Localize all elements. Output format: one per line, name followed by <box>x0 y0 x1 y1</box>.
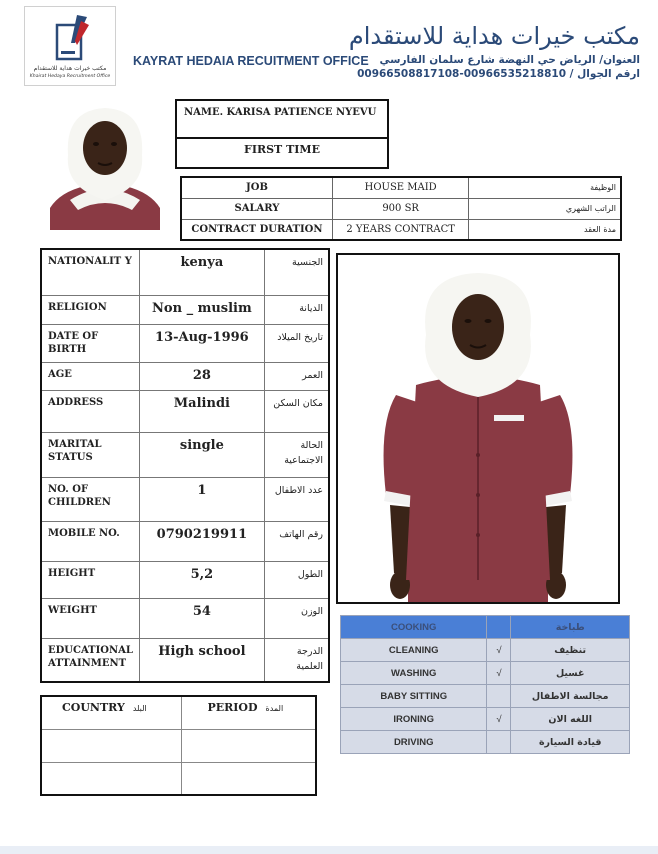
height-label: HEIGHT <box>41 561 139 598</box>
job-label: JOB <box>181 177 332 198</box>
period-label-arabic: المدة <box>265 704 284 713</box>
office-name-english: KAYRAT HEDAIA RECUITMENT OFFICE <box>133 54 369 68</box>
skill-driving-check <box>487 731 511 754</box>
nationality-value: kenya <box>139 249 264 295</box>
salary-label: SALARY <box>181 198 332 219</box>
candidate-name: NAME. KARISA PATIENCE NYEVU <box>177 101 387 139</box>
skill-driving: DRIVING <box>341 731 487 754</box>
table-row <box>41 432 329 477</box>
table-row <box>41 762 316 795</box>
skill-ironing-arabic: اللغه الان <box>511 708 630 731</box>
skill-ironing: IRONING <box>341 708 487 731</box>
skill-washing-arabic: غسيل <box>511 662 630 685</box>
table-row <box>41 521 329 561</box>
table-row <box>41 249 329 295</box>
country-label-arabic: البلد <box>132 704 147 713</box>
skill-baby-sitting-check <box>487 685 511 708</box>
skill-baby-sitting: BABY SITTING <box>341 685 487 708</box>
mobile-label-arabic: رقم الهاتف <box>264 521 329 561</box>
table-row <box>341 708 630 731</box>
skill-cleaning-check: √ <box>487 639 511 662</box>
skill-ironing-check: √ <box>487 708 511 731</box>
logo-arabic-text: مكتب خيرات هداية للاستقدام <box>33 65 107 72</box>
children-label-arabic: عدد الاطفال <box>264 477 329 521</box>
experience-table <box>40 695 317 796</box>
table-row <box>41 561 329 598</box>
table-row <box>41 598 329 638</box>
logo-emblem-icon <box>51 13 91 63</box>
religion-label: RELIGION <box>41 295 139 324</box>
table-row <box>341 662 630 685</box>
salary-value: 900 SR <box>332 198 468 219</box>
height-label-arabic: الطول <box>264 561 329 598</box>
skill-driving-arabic: قيادة السيارة <box>511 731 630 754</box>
table-row <box>341 639 630 662</box>
skills-table <box>340 615 630 754</box>
table-row <box>41 362 329 390</box>
table-row <box>41 696 316 729</box>
table-row <box>41 295 329 324</box>
nationality-label: NATIONALIT Y <box>41 249 139 295</box>
country-cell <box>41 762 182 795</box>
candidate-status: FIRST TIME <box>244 143 320 156</box>
contract-label: CONTRACT DURATION <box>181 219 332 240</box>
table-row <box>41 324 329 362</box>
dob-value: 13-Aug-1996 <box>139 324 264 362</box>
office-address: العنوان/ الرياض حي النهضة شارع سلمان الفارسي <box>379 54 640 66</box>
address-label: ADDRESS <box>41 390 139 432</box>
page-bottom-edge <box>0 846 658 854</box>
education-label: EDUCATIONAL ATTAINMENT <box>41 638 139 682</box>
marital-status-label: MARITAL STATUS <box>41 432 139 477</box>
table-row <box>41 477 329 521</box>
dob-label-arabic: تاريخ الميلاد <box>264 324 329 362</box>
skill-baby-sitting-arabic: مجالسة الاطفال <box>511 685 630 708</box>
name-box <box>175 99 389 169</box>
table-row <box>41 729 316 762</box>
skill-washing: WASHING <box>341 662 487 685</box>
table-row <box>181 198 621 219</box>
skill-cleaning: CLEANING <box>341 639 487 662</box>
marital-status-value: single <box>139 432 264 477</box>
period-cell <box>182 729 316 762</box>
skill-washing-check: √ <box>487 662 511 685</box>
children-label: NO. OF CHILDREN <box>41 477 139 521</box>
contract-value: 2 YEARS CONTRACT <box>332 219 468 240</box>
education-value: High school <box>139 638 264 682</box>
job-table <box>180 176 622 241</box>
dob-label: DATE OF BIRTH <box>41 324 139 362</box>
marital-status-label-arabic: الحالة الاجتماعية <box>264 432 329 477</box>
contract-label-arabic: مدة العقد <box>469 219 621 240</box>
office-name-arabic: مكتب خيرات هداية للاستقدام <box>348 22 640 50</box>
mobile-value: 0790219911 <box>139 521 264 561</box>
logo-english-text: Khairat Hedaya Recruitment Office <box>29 74 111 79</box>
weight-label-arabic: الوزن <box>264 598 329 638</box>
mobile-label: MOBILE NO. <box>41 521 139 561</box>
education-label-arabic: الدرجة العلمية <box>264 638 329 682</box>
religion-value: Non _ muslim <box>139 295 264 324</box>
age-value: 28 <box>139 362 264 390</box>
country-label: COUNTRY <box>62 701 125 714</box>
table-row <box>181 177 621 198</box>
skill-cleaning-arabic: تنظيف <box>511 639 630 662</box>
country-header <box>41 696 182 729</box>
age-label-arabic: العمر <box>264 362 329 390</box>
skill-cooking: COOKING <box>341 616 487 639</box>
period-cell <box>182 762 316 795</box>
table-row <box>341 616 630 639</box>
table-row <box>341 731 630 754</box>
children-value: 1 <box>139 477 264 521</box>
period-header <box>182 696 316 729</box>
table-row <box>41 638 329 682</box>
table-row <box>341 685 630 708</box>
office-phone: ارقم الجوال / 00966535218810-00966508817108 <box>357 68 640 80</box>
personal-info-table <box>40 248 330 683</box>
table-row <box>41 390 329 432</box>
job-value: HOUSE MAID <box>332 177 468 198</box>
height-value: 5,2 <box>139 561 264 598</box>
age-label: AGE <box>41 362 139 390</box>
address-label-arabic: مكان السكن <box>264 390 329 432</box>
portrait-photo <box>50 100 160 230</box>
country-cell <box>41 729 182 762</box>
weight-value: 54 <box>139 598 264 638</box>
nationality-label-arabic: الجنسية <box>264 249 329 295</box>
full-body-photo <box>336 253 620 604</box>
skill-cooking-arabic: طباخة <box>511 616 630 639</box>
religion-label-arabic: الديانة <box>264 295 329 324</box>
job-label-arabic: الوظيفة <box>469 177 621 198</box>
address-value: Malindi <box>139 390 264 432</box>
skill-cooking-check <box>487 616 511 639</box>
table-row <box>181 219 621 240</box>
salary-label-arabic: الراتب الشهري <box>469 198 621 219</box>
weight-label: WEIGHT <box>41 598 139 638</box>
office-logo <box>24 6 116 86</box>
period-label: PERIOD <box>207 701 258 714</box>
